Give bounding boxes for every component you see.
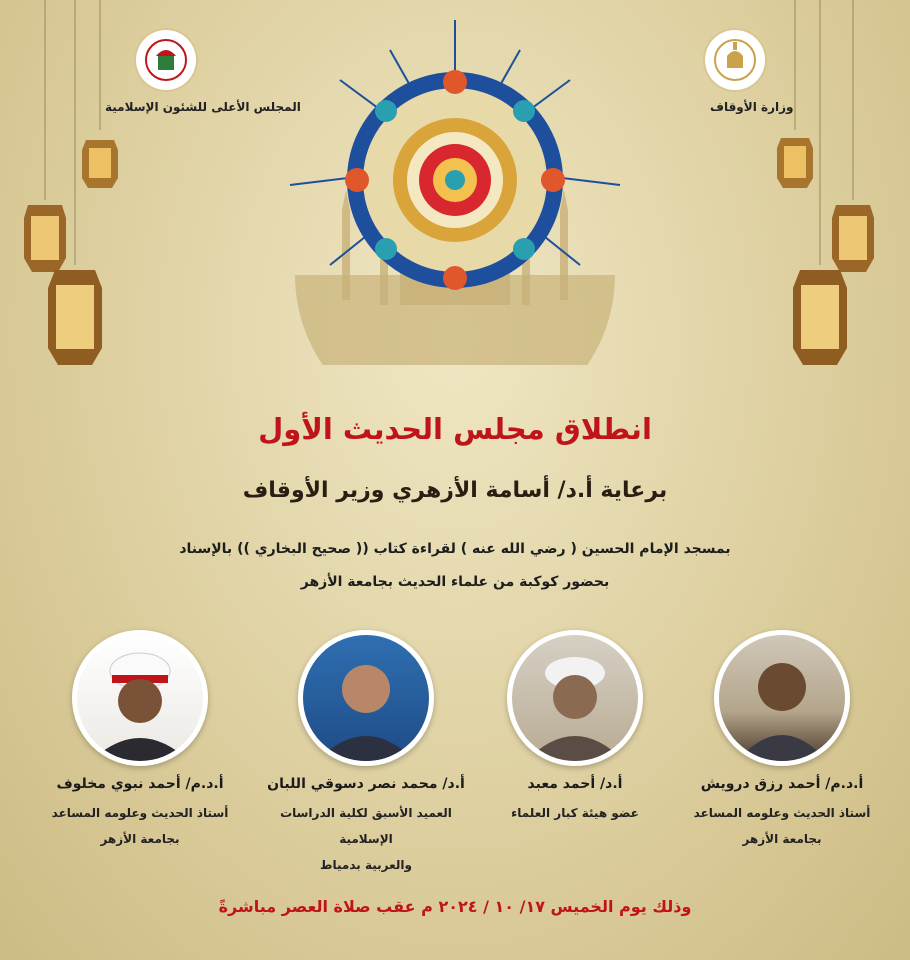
speaker-photo [72, 630, 208, 766]
speaker-card [40, 630, 240, 852]
central-ornament [280, 20, 630, 365]
event-patron: برعاية أ.د/ أسامة الأزهري وزير الأوقاف [242, 478, 668, 503]
event-title: انطلاق مجلس الحديث الأول [258, 412, 652, 446]
speaker-name: أ.د.م/ أحمد نبوي مخلوف [56, 776, 224, 792]
speaker-affiliation: بجامعة الأزهر [742, 832, 822, 846]
speaker-role: أستاذ الحديث وعلومه المساعد [51, 806, 229, 820]
speaker-name: أ.د.م/ أحمد رزق درويش [700, 776, 864, 792]
ministry-emblem-icon [713, 38, 757, 82]
council-name: المجلس الأعلى للشئون الإسلامية [105, 100, 301, 114]
speaker-role: عضو هيئة كبار العلماء [511, 806, 639, 820]
speaker-card [475, 630, 675, 826]
speaker-card [682, 630, 882, 852]
council-emblem-icon [144, 38, 188, 82]
event-date-time: وذلك يوم الخميس ١٧/ ١٠ / ٢٠٢٤ م عقب صلاة العصر مباشرةً [218, 897, 692, 916]
speaker-card [266, 630, 466, 878]
speaker-photo [714, 630, 850, 766]
speaker-role: أستاذ الحديث وعلومه المساعد [693, 806, 871, 820]
speaker-role: العميد الأسبق لكلية الدراسات الإسلامية [280, 806, 452, 846]
event-attendance-line: بحضور كوكبة من علماء الحديث بجامعة الأزهر [300, 574, 610, 590]
lantern-decoration-right [770, 0, 910, 380]
council-logo [136, 30, 196, 90]
lantern-decoration-left [0, 0, 140, 380]
speaker-affiliation: بجامعة الأزهر [100, 832, 180, 846]
ministry-name: وزارة الأوقاف [710, 100, 794, 114]
speaker-photo [507, 630, 643, 766]
speaker-photo [298, 630, 434, 766]
speaker-name: أ.د/ محمد نصر دسوقي اللبان [267, 776, 465, 792]
ministry-logo [705, 30, 765, 90]
speaker-name: أ.د/ أحمد معبد [527, 776, 623, 792]
event-location-line: بمسجد الإمام الحسين ( رضي الله عنه ) لقراءة كتاب (( صحيح البخاري )) بالإسناد [179, 541, 731, 557]
speaker-affiliation: والعربية بدمياط [320, 858, 412, 872]
